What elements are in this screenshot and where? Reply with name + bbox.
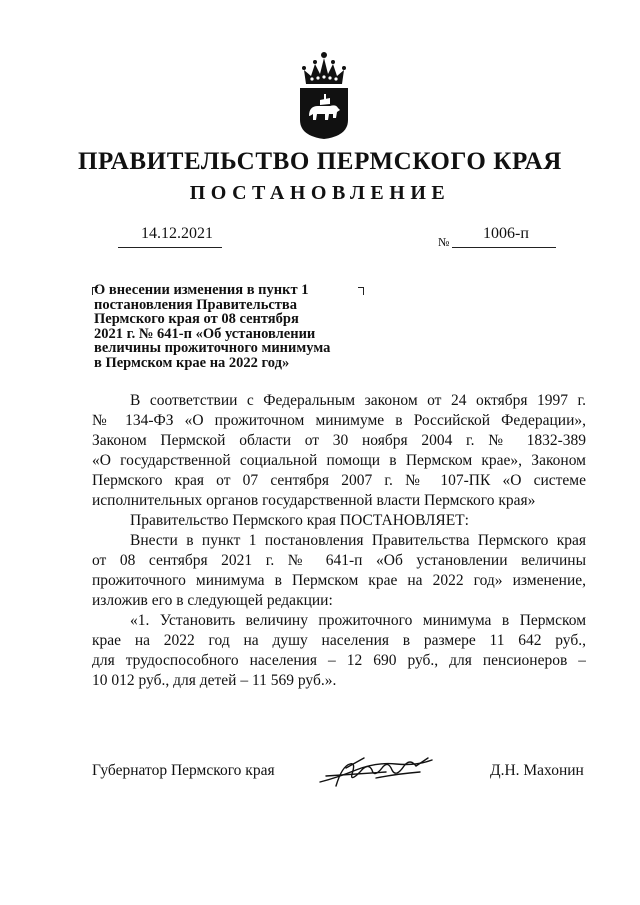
- document-type: ПОСТАНОВЛЕНИЕ: [189, 182, 451, 204]
- body-line: Пермского края от 07 сентября 2007 г. № 107-ПК «О системе: [92, 472, 586, 489]
- body-line: Внести в пункт 1 постановления Правительства Пермского края: [130, 532, 586, 549]
- number-underline: [452, 247, 556, 248]
- body-line: «О государственной социальной помощи в Пермском крае», Законом: [92, 452, 586, 469]
- subject-line: величины прожиточного минимума: [94, 340, 331, 356]
- body-line: от 08 сентября 2021 г. № 641-п «Об установлении величины: [92, 552, 586, 569]
- subject-line: Пермского края от 08 сентября: [94, 311, 299, 327]
- document-number: 1006-п: [483, 225, 529, 242]
- document-body: [92, 391, 586, 691]
- body-line: крае на 2022 год на душу населения в размере 11 642 руб.,: [92, 632, 586, 649]
- signature-icon: [316, 748, 440, 792]
- signatory-title: Губернатор Пермского края: [92, 762, 275, 779]
- coat-of-arms-icon: [296, 48, 352, 140]
- body-line: для трудоспособного населения – 12 690 руб., для пенсионеров –: [92, 652, 586, 669]
- body-line: изложив его в следующей редакции:: [92, 592, 333, 609]
- document-date: 14.12.2021: [141, 225, 213, 242]
- body-line: исполнительных органов государственной власти Пермского края»: [92, 492, 536, 509]
- body-line: прожиточного минимума в Пермском крае на 2022 год» изменение,: [92, 572, 586, 589]
- body-line: Законом Пермской области от 30 ноября 2004 г. № 1832-389: [92, 432, 586, 449]
- body-line: «1. Установить величину прожиточного минимума в Пермском: [130, 612, 586, 629]
- subject-line: 2021 г. № 641-п «Об установлении: [94, 325, 316, 342]
- body-line: 10 012 руб., для детей – 11 569 руб.».: [92, 672, 337, 689]
- subject-line: О внесении изменения в пункт 1: [94, 282, 309, 298]
- number-label: №: [438, 235, 450, 249]
- subject-line: в Пермском крае на 2022 год»: [94, 354, 290, 371]
- subject-line: постановления Правительства: [94, 296, 297, 313]
- body-line: Правительство Пермского края ПОСТАНОВЛЯЕТ:: [130, 512, 469, 529]
- government-title: ПРАВИТЕЛЬСТВО ПЕРМСКОГО КРАЯ: [78, 148, 562, 175]
- signatory-name: Д.Н. Махонин: [490, 762, 584, 779]
- body-line: В соответствии с Федеральным законом от 24 октября 1997 г.: [130, 392, 586, 409]
- document-subject: [94, 283, 374, 370]
- body-line: № 134-ФЗ «О прожиточном минимуме в Российской Федерации»,: [92, 412, 586, 429]
- date-underline: [118, 247, 222, 248]
